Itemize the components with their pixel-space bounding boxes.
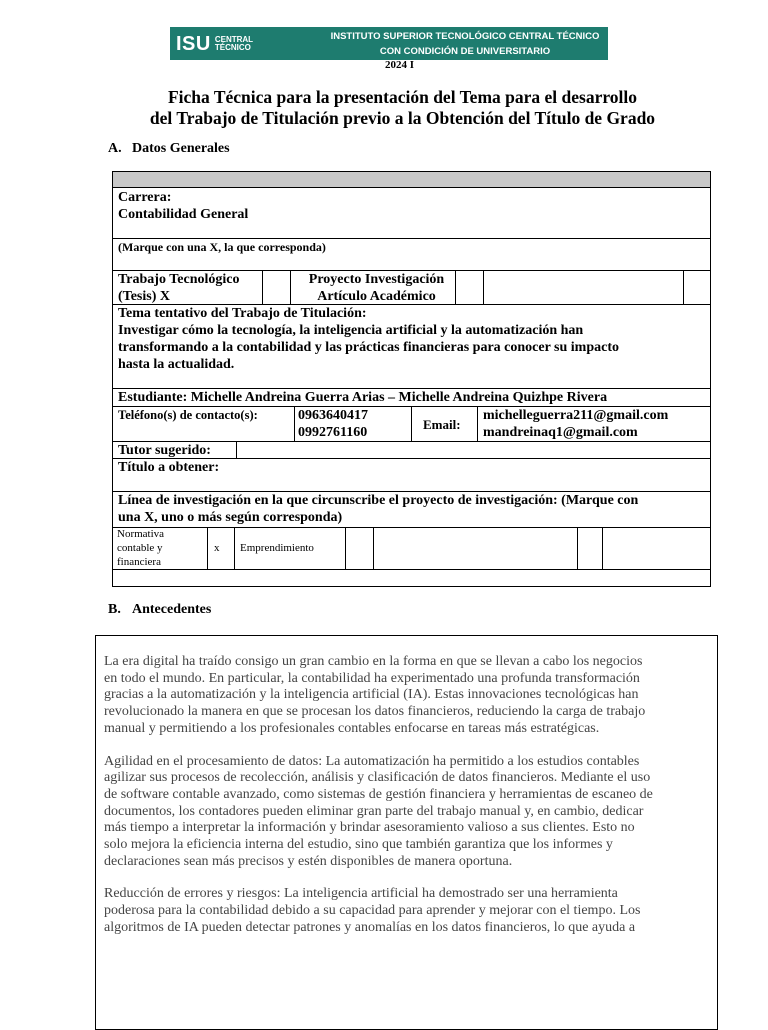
tutor-label: Tutor sugerido: xyxy=(118,443,211,458)
logo-subtitle: CENTRAL TÉCNICO xyxy=(214,34,254,52)
isu-logo xyxy=(176,30,253,57)
email-values: michelleguerra211@gmail.com mandreinaq1@gmail.com xyxy=(483,408,669,440)
carrera-field: Carrera: Contabilidad General xyxy=(118,190,249,222)
section-b-heading: B. Antecedentes xyxy=(108,602,212,617)
tema-field: Tema tentativo del Trabajo de Titulación: Investigar cómo la tecnología, la inteligencia artificial y la automatización han transformando a la contabilidad y las prácticas financieras para conocer su impacto hasta la actualidad. xyxy=(118,306,620,372)
carrera-value: Contabilidad General xyxy=(118,207,249,222)
antecedentes-paragraph-1: La era digital ha traído consigo un gran cambio en la forma en que se llevan a cabo los negocios en todo el mundo. En particular, la contabilidad ha experimentado una profunda transformación gracias a la automatización y la inteligencia artificial (IA). Estas innovaciones tecnológicas han revolucionado la manera en que se procesan los datos financieros, reduciendo la carga de trabajo manual y permitiendo a los profesionales contables enfocarse en tareas más estratégicas. xyxy=(104,654,646,736)
antecedentes-box xyxy=(95,635,718,1030)
telefono-values: 0963640417 0992761160 xyxy=(298,408,368,440)
telefono-label: Teléfono(s) de contacto(s): xyxy=(118,408,258,422)
header-band xyxy=(113,172,710,187)
institute-banner xyxy=(170,27,608,60)
marque-note: (Marque con una X, la que corresponda) xyxy=(118,240,326,254)
institute-name: INSTITUTO SUPERIOR TECNOLÓGICO CENTRAL TÉCNICO CON CONDICIÓN DE UNIVERSITARIO xyxy=(330,31,600,57)
logo-text: ISU xyxy=(176,32,211,55)
antecedentes-paragraph-2: Agilidad en el procesamiento de datos: La automatización ha permitido a los estudios contables agilizar sus procesos de recolección, análisis y clasificación de datos financieros. Mediante el uso de software contable avanzado, como sistemas de gestión financiera y herramientas de escaneo de documentos, los contadores pueden eliminar gran parte del trabajo manual y, en cambio, dedicar más tiempo a interpretar la información y brindar asesoramiento valioso a sus clientes. Esto no solo mejora la eficiencia interna del estudio, sino que también garantiza que los informes y declaraciones sean más precisos y estén disponibles de manera oportuna. xyxy=(104,753,653,869)
linea-investigacion-field: Línea de investigación en la que circunscribe el proyecto de investigación: (Marque con una X, uno o más según corresponda) xyxy=(118,493,639,525)
option-trabajo-tecnologico: Trabajo Tecnológico (Tesis) X xyxy=(118,272,240,304)
option-proyecto-investigacion: Proyecto Investigación Artículo Académico xyxy=(308,272,445,304)
estudiante-field: Estudiante: Michelle Andreina Guerra Arias – Michelle Andreina Quizhpe Rivera xyxy=(118,390,608,405)
general-data-form xyxy=(112,171,711,587)
email-label: Email: xyxy=(423,417,461,432)
option-emprendimiento: Emprendimiento xyxy=(240,542,314,554)
titulo-label: Título a obtener: xyxy=(118,460,220,475)
option-normativa-mark: x xyxy=(214,542,220,554)
antecedentes-paragraph-3: Reducción de errores y riesgos: La inteligencia artificial ha demostrado ser una herramienta poderosa para la contabilidad debido a su capacidad para aprender y mejorar con el tiempo. Los algoritmos de IA pueden detectar patrones y anomalías en los datos financieros, lo que ayuda a xyxy=(104,886,641,935)
option-normativa: Normativa contable y financiera xyxy=(117,528,165,568)
document-title: Ficha Técnica para la presentación del Tema para el desarrollo del Trabajo de Titulación previo a la Obtención del Título de Grado xyxy=(149,87,656,128)
period-year: 2024 I xyxy=(385,59,415,71)
section-a-heading: A. Datos Generales xyxy=(108,141,230,156)
